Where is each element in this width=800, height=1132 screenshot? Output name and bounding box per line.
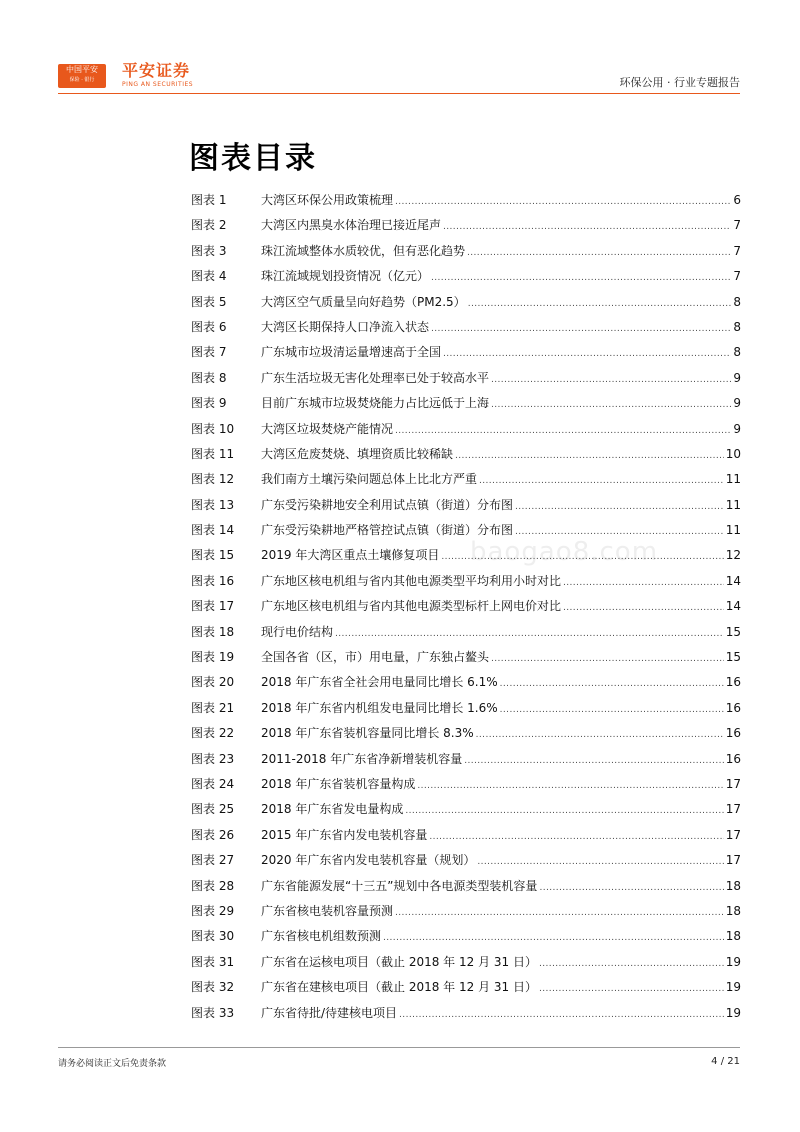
toc-dot-leader (515, 499, 724, 515)
toc-entry-page: 16 (725, 726, 741, 741)
toc-entry[interactable] (191, 547, 741, 572)
toc-entry-title: 大湾区垃圾焚烧产能情况 (261, 421, 394, 436)
toc-entry-title: 大湾区长期保持人口净流入状态 (261, 319, 430, 334)
toc-entry-title: 广东省能源发展“十三五”规划中各电源类型装机容量 (261, 878, 538, 893)
toc-entry-number: 图表 21 (191, 700, 235, 715)
toc-entry-title: 广东地区核电机组与省内其他电源类型平均利用小时对比 (261, 573, 562, 588)
toc-entry[interactable] (191, 421, 741, 446)
toc-entry-number: 图表 16 (191, 573, 235, 588)
toc-dot-leader (455, 448, 724, 464)
toc-dot-leader (431, 321, 731, 337)
toc-entry[interactable] (191, 725, 741, 750)
logo-box-text: 中国平安 (66, 65, 98, 74)
brand-name-cn: 平安证券 (122, 61, 191, 80)
toc-entry[interactable] (191, 522, 741, 547)
toc-entry[interactable] (191, 624, 741, 649)
toc-entry-title: 2018 年广东省发电量构成 (261, 802, 404, 817)
toc-entry-page: 12 (725, 548, 741, 563)
logo-box-sub: 保险 · 银行 (69, 77, 95, 83)
toc-entry[interactable] (191, 217, 741, 242)
toc-dot-leader (443, 346, 731, 362)
toc-entry[interactable] (191, 497, 741, 522)
toc-entry-page: 15 (725, 650, 741, 665)
brand-logo (122, 62, 193, 90)
toc-entry-number: 图表 7 (191, 345, 227, 360)
toc-entry[interactable] (191, 878, 741, 903)
toc-entry-number: 图表 24 (191, 776, 235, 791)
toc-entry-title: 2011-2018 年广东省净新增装机容量 (261, 751, 463, 766)
page-title: 图表目录 (189, 141, 317, 176)
toc-entry-page: 19 (725, 1005, 741, 1020)
toc-entry-number: 图表 13 (191, 497, 235, 512)
toc-entry[interactable] (191, 954, 741, 979)
toc-entry-number: 图表 31 (191, 954, 235, 969)
toc-entry-page: 17 (725, 776, 741, 791)
toc-entry-title: 我们南方土壤污染问题总体上比北方严重 (261, 472, 478, 487)
toc-dot-leader (515, 524, 724, 540)
toc-entry-number: 图表 10 (191, 421, 235, 436)
toc-dot-leader (539, 880, 723, 896)
toc-dot-leader (500, 676, 724, 692)
toc-entry-number: 图表 26 (191, 827, 235, 842)
header-divider (58, 93, 740, 94)
footer-divider (58, 1047, 740, 1048)
toc-entry-number: 图表 8 (191, 370, 227, 385)
toc-entry-page: 9 (733, 396, 741, 411)
toc-entry[interactable] (191, 903, 741, 928)
toc-entry-number: 图表 20 (191, 675, 235, 690)
toc-dot-leader (399, 1007, 724, 1023)
toc-entry[interactable] (191, 979, 741, 1004)
toc-entry-title: 2015 年广东省内发电装机容量 (261, 827, 428, 842)
toc-entry[interactable] (191, 801, 741, 826)
toc-entry-number: 图表 22 (191, 726, 235, 741)
toc-entry-page: 18 (725, 929, 741, 944)
toc-dot-leader (467, 245, 731, 261)
toc-entry-number: 图表 29 (191, 903, 235, 918)
toc-entry-page: 8 (733, 294, 741, 309)
toc-entry-title: 广东省待批/待建核电项目 (261, 1005, 398, 1020)
toc-dot-leader (395, 194, 731, 210)
toc-entry-title: 全国各省（区，市）用电量，广东独占鳌头 (261, 650, 490, 665)
toc-dot-leader (429, 829, 723, 845)
toc-entry-page: 7 (733, 243, 741, 258)
toc-dot-leader (563, 575, 724, 591)
toc-entry[interactable] (191, 928, 741, 953)
ping-an-logo (58, 64, 106, 88)
toc-entry-title: 大湾区内黑臭水体治理已接近尾声 (261, 218, 442, 233)
toc-entry-number: 图表 33 (191, 1005, 235, 1020)
toc-entry-number: 图表 12 (191, 472, 235, 487)
toc-entry-title: 大湾区环保公用政策梳理 (261, 193, 394, 207)
toc-entry-page: 11 (725, 472, 741, 487)
toc-entry-page: 9 (733, 370, 741, 385)
toc-entry-title: 广东省在建核电项目（截止 2018 年 12 月 31 日） (261, 980, 537, 995)
toc-dot-leader (477, 854, 723, 870)
toc-entry-page: 7 (733, 218, 741, 233)
toc-entry[interactable] (191, 294, 741, 319)
toc-entry-title: 珠江流域整体水质较优，但有恶化趋势 (261, 243, 466, 258)
toc-entry[interactable] (191, 852, 741, 877)
toc-entry-page: 15 (725, 624, 741, 639)
toc-entry-title: 2018 年广东省全社会用电量同比增长 6.1% (261, 675, 498, 690)
toc-entry-page: 18 (725, 878, 741, 893)
footer-disclaimer: 请务必阅读正文后免责条款 (58, 1059, 167, 1069)
toc-entry-page: 11 (725, 523, 741, 538)
toc-dot-leader (563, 600, 724, 616)
toc-entry[interactable] (191, 827, 741, 852)
toc-entry[interactable] (191, 1005, 741, 1030)
toc-dot-leader (491, 372, 731, 388)
toc-entry-number: 图表 9 (191, 396, 227, 411)
toc-entry-title: 目前广东城市垃圾焚烧能力占比远低于上海 (261, 396, 490, 411)
toc-entry-page: 10 (725, 446, 741, 461)
toc-entry[interactable] (191, 573, 741, 598)
toc-entry-title: 珠江流域规划投资情况（亿元） (261, 269, 430, 284)
toc-entry-title: 2018 年广东省内机组发电量同比增长 1.6% (261, 700, 498, 715)
toc-entry-title: 广东省核电机组数预测 (261, 929, 382, 944)
page-indicator: 4 / 21 (711, 1056, 740, 1067)
toc-entry-title: 大湾区危废焚烧、填埋资质比较稀缺 (261, 446, 454, 461)
toc-entry-number: 图表 11 (191, 446, 235, 461)
toc-entry-page: 19 (725, 980, 741, 995)
toc-entry-number: 图表 17 (191, 599, 235, 614)
toc-entry-title: 2020 年广东省内发电装机容量（规划） (261, 853, 476, 868)
toc-entry-title: 广东省核电装机容量预测 (261, 903, 394, 918)
toc-dot-leader (491, 397, 731, 413)
toc-entry[interactable] (191, 319, 741, 344)
toc-dot-leader (476, 727, 724, 743)
toc-dot-leader (335, 626, 724, 642)
toc-dot-leader (539, 981, 724, 997)
toc-entry-page: 7 (733, 269, 741, 284)
toc-entry[interactable] (191, 751, 741, 776)
toc-dot-leader (395, 423, 731, 439)
toc-entry-page: 9 (733, 421, 741, 436)
toc-dot-leader (500, 702, 724, 718)
toc-entry-page: 18 (725, 903, 741, 918)
toc-entry-title: 广东生活垃圾无害化处理率已处于较高水平 (261, 370, 490, 385)
toc-entry[interactable] (191, 700, 741, 725)
report-type: 环保公用 · 行业专题报告 (619, 76, 740, 89)
toc-entry-number: 图表 28 (191, 878, 235, 893)
toc-entry-page: 16 (725, 700, 741, 715)
toc-entry-number: 图表 4 (191, 269, 227, 284)
toc-dot-leader (443, 219, 731, 235)
toc-entry-number: 图表 6 (191, 319, 227, 334)
toc-entry-title: 广东受污染耕地严格管控试点镇（街道）分布图 (261, 523, 514, 538)
toc-dot-leader (405, 803, 723, 819)
toc-dot-leader (479, 473, 724, 489)
toc-entry-number: 图表 27 (191, 853, 235, 868)
table-of-figures (191, 192, 741, 1030)
toc-entry-title: 广东省在运核电项目（截止 2018 年 12 月 31 日） (261, 954, 537, 969)
toc-entry[interactable] (191, 471, 741, 496)
toc-entry[interactable] (191, 243, 741, 268)
toc-entry-title: 2018 年广东省装机容量构成 (261, 776, 416, 791)
toc-entry-page: 17 (725, 827, 741, 842)
toc-entry[interactable] (191, 598, 741, 623)
toc-entry-number: 图表 3 (191, 243, 227, 258)
toc-entry-page: 14 (725, 599, 741, 614)
toc-entry[interactable] (191, 192, 741, 217)
toc-dot-leader (468, 296, 732, 312)
toc-dot-leader (464, 753, 723, 769)
toc-entry-page: 6 (733, 193, 741, 207)
toc-entry-title: 大湾区空气质量呈向好趋势（PM2.5） (261, 294, 466, 309)
toc-entry-page: 17 (725, 853, 741, 868)
toc-dot-leader (491, 651, 724, 667)
toc-entry-number: 图表 2 (191, 218, 227, 233)
toc-entry[interactable] (191, 344, 741, 369)
toc-dot-leader (383, 930, 724, 946)
toc-entry-page: 16 (725, 751, 741, 766)
toc-entry-number: 图表 25 (191, 802, 235, 817)
toc-entry-number: 图表 1 (191, 193, 227, 207)
toc-entry-page: 11 (725, 497, 741, 512)
toc-entry[interactable] (191, 649, 741, 674)
toc-entry[interactable] (191, 674, 741, 699)
toc-entry-number: 图表 30 (191, 929, 235, 944)
toc-dot-leader (539, 956, 724, 972)
toc-entry-title: 广东地区核电机组与省内其他电源类型标杆上网电价对比 (261, 599, 562, 614)
toc-dot-leader (395, 905, 724, 921)
toc-entry[interactable] (191, 268, 741, 293)
toc-entry-number: 图表 14 (191, 523, 235, 538)
toc-entry-title: 2019 年大湾区重点土壤修复项目 (261, 548, 440, 563)
toc-entry-number: 图表 19 (191, 650, 235, 665)
toc-entry-page: 17 (725, 802, 741, 817)
toc-entry-title: 2018 年广东省装机容量同比增长 8.3% (261, 726, 474, 741)
toc-entry-page: 8 (733, 345, 741, 360)
toc-entry[interactable] (191, 446, 741, 471)
toc-entry-number: 图表 15 (191, 548, 235, 563)
brand-name-en: PING AN SECURITIES (122, 81, 194, 88)
toc-entry[interactable] (191, 776, 741, 801)
toc-entry-title: 广东受污染耕地安全利用试点镇（街道）分布图 (261, 497, 514, 512)
toc-entry-page: 14 (725, 573, 741, 588)
toc-entry-number: 图表 5 (191, 294, 227, 309)
toc-entry-title: 现行电价结构 (261, 624, 334, 639)
toc-entry-page: 8 (733, 319, 741, 334)
toc-entry[interactable] (191, 395, 741, 420)
toc-dot-leader (441, 549, 723, 565)
toc-entry-page: 19 (725, 954, 741, 969)
toc-entry[interactable] (191, 370, 741, 395)
page-header (58, 60, 740, 92)
toc-entry-number: 图表 18 (191, 624, 235, 639)
toc-entry-number: 图表 32 (191, 980, 235, 995)
toc-dot-leader (431, 270, 731, 286)
toc-entry-page: 16 (725, 675, 741, 690)
toc-entry-number: 图表 23 (191, 751, 235, 766)
toc-entry-title: 广东城市垃圾清运量增速高于全国 (261, 345, 442, 360)
watermark: baogao8.com (470, 537, 659, 567)
toc-dot-leader (417, 778, 723, 794)
